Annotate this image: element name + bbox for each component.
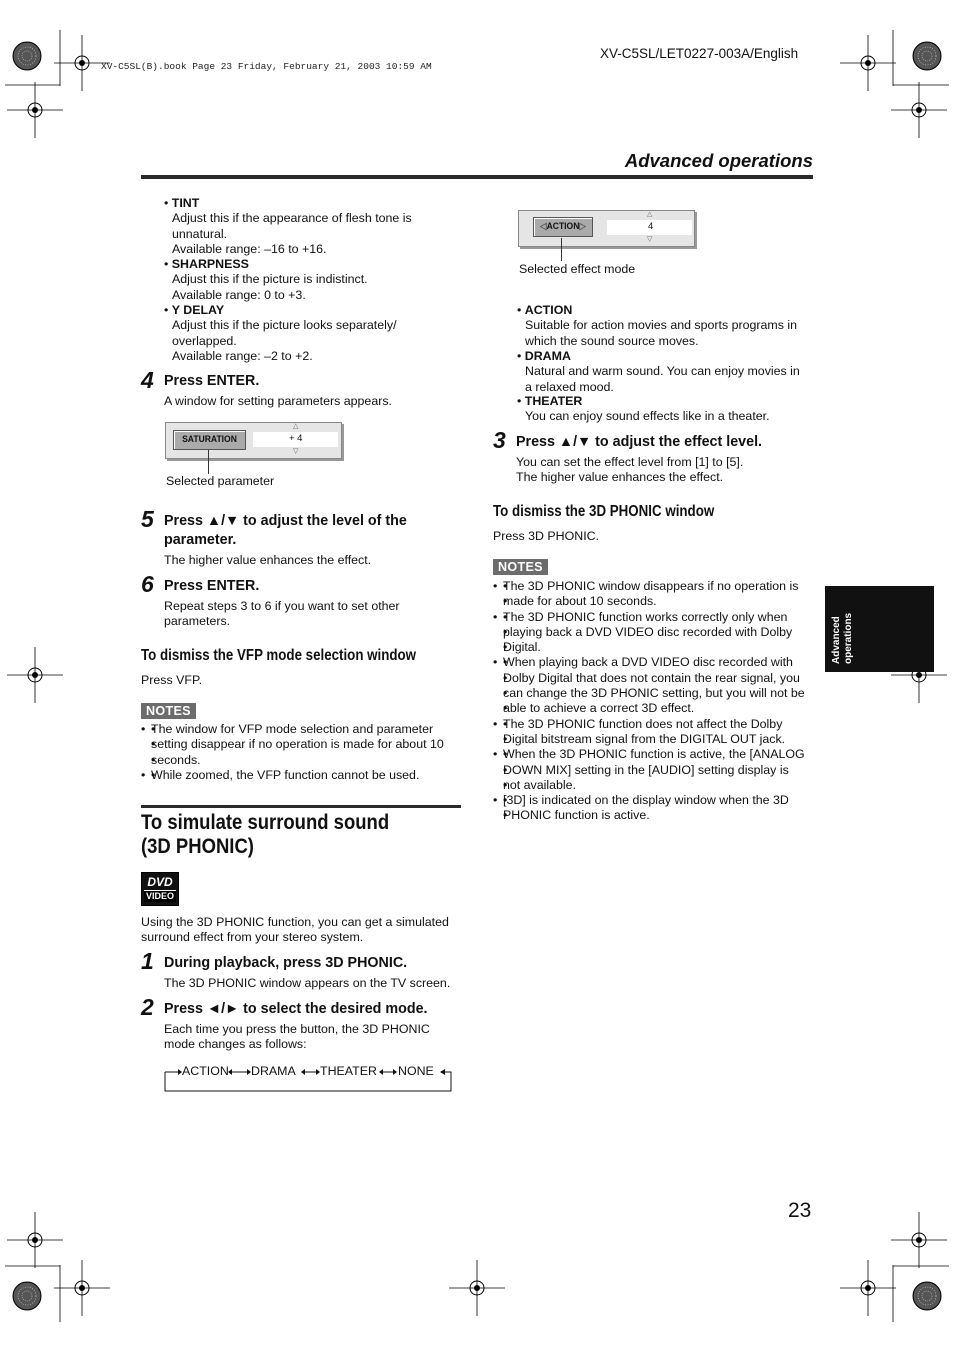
osd-saturation-label: SATURATION: [182, 434, 237, 445]
osd-saturation-value: + 4: [289, 433, 303, 444]
note-item: [493, 655, 818, 716]
note-item: [493, 610, 818, 656]
param-tint-range: Available range: –16 to +16.: [172, 241, 327, 256]
mode-action-name: ACTION: [524, 303, 573, 317]
param-sharpness-name: SHARPNESS: [171, 257, 249, 271]
section-title: Advanced operations: [624, 150, 813, 171]
vfp-dismiss-heading: To dismiss the VFP mode selection window: [141, 647, 417, 664]
page-number: 23: [788, 1199, 812, 1222]
step-4-title: Press ENTER.: [164, 373, 260, 389]
step-4-desc: A window for setting parameters appears.: [164, 394, 392, 408]
step-2-desc-line: mode changes as follows:: [164, 1037, 307, 1052]
note-line: • seconds.: [151, 753, 466, 768]
note-line: • able to achieve a correct 3D effect.: [503, 701, 818, 716]
note-line: • • [3D] is indicated on the display window when the 3D: [503, 793, 818, 808]
dvd-video-badge: [141, 872, 179, 906]
step-6-desc-line: parameters.: [164, 614, 231, 629]
cycle-drama: DRAMA: [251, 1064, 296, 1078]
note-line: • • When playing back a DVD VIDEO disc recorded with: [503, 655, 818, 670]
notes-list-right: [493, 579, 818, 824]
arrow-double-1-icon: [228, 1069, 251, 1075]
osd-effect-label: [537, 218, 589, 236]
step-6-title: Press ENTER.: [164, 578, 260, 594]
note-line: • • While zoomed, the VFP function cannot be used.: [151, 768, 466, 783]
osd-saturation-caption: Selected parameter: [166, 474, 275, 488]
note-line: • • The 3D PHONIC function does not affect the Dolby: [503, 717, 818, 732]
param-tint-name: TINT: [171, 196, 200, 210]
mode-drama-line: a relaxed mood.: [525, 379, 614, 394]
cycle-none: NONE: [398, 1064, 434, 1078]
note-item: [493, 793, 818, 824]
param-sharpness-line: Adjust this if the picture is indistinct.: [172, 272, 368, 287]
arrow-double-2-icon: [301, 1069, 320, 1075]
step-2-desc: [164, 1022, 430, 1053]
step-5-title-line: parameter.: [164, 532, 237, 548]
side-tab: [825, 586, 934, 672]
step-4-number: 4: [141, 367, 154, 393]
notes-list-left: [141, 722, 466, 783]
param-tint-line: Adjust this if the appearance of flesh tone is: [172, 211, 412, 226]
note-line: • Dolby Digital that does not contain the rear signal, you: [503, 671, 818, 686]
file-stamp: XV-C5SL(B).book Page 23 Friday, February 21, 2003 10:59 AM: [101, 61, 432, 72]
step-2-title: Press ◄/► to select the desired mode.: [164, 1001, 428, 1017]
note-line: • • The 3D PHONIC window disappears if no operation is: [503, 579, 818, 594]
intro-line: Using the 3D PHONIC function, you can get a simulated: [141, 915, 449, 929]
mode-drama-line: Natural and warm sound. You can enjoy movies in: [525, 364, 800, 379]
param-tint: • TINT Adjust this if the appearance of flesh tone is unnatural. Available range: –16 to +16.: [164, 196, 412, 256]
param-y-delay-name: Y DELAY: [171, 303, 225, 317]
note-line: • Digital.: [503, 640, 818, 655]
note-line: • • The window for VFP mode selection and parameter: [151, 722, 466, 737]
osd-effect-caption: Selected effect mode: [519, 262, 636, 276]
mode-action-line: which the sound source moves.: [525, 333, 699, 348]
notes-label-right: NOTES: [493, 559, 548, 575]
down-arrow-icon: ▽: [647, 236, 653, 243]
surround-section-rule: [141, 805, 461, 808]
header-rule: [141, 175, 813, 179]
mode-theater-line: You can enjoy sound effects like in a theater.: [525, 409, 770, 424]
osd-effect-leader: [561, 238, 562, 261]
arrow-double-3-icon: [379, 1069, 397, 1075]
step-5-number: 5: [141, 506, 154, 532]
param-tint-line: unnatural.: [172, 226, 228, 241]
step-3-number: 3: [493, 427, 506, 453]
surround-title-line1: To simulate surround sound: [141, 811, 390, 834]
note-line: • can change the 3D PHONIC setting, but you will not be: [503, 686, 818, 701]
note-item: [141, 768, 466, 783]
surround-intro: [141, 915, 449, 946]
side-tab-line1: Advanced: [831, 616, 842, 664]
mode-theater-name: THEATER: [524, 394, 583, 408]
intro-line: surround effect from your stereo system.: [141, 930, 364, 945]
surround-section-title: [141, 811, 389, 859]
notes-label-left: NOTES: [141, 703, 196, 719]
step-3-desc-line: The higher value enhances the effect.: [516, 470, 724, 485]
param-y-delay-line: overlapped.: [172, 333, 237, 348]
phonic-dismiss-heading: To dismiss the 3D PHONIC window: [493, 503, 715, 520]
param-y-delay-range: Available range: –2 to +2.: [172, 348, 313, 363]
mode-action: • ACTION Suitable for action movies and sports programs in which the sound source moves.: [517, 303, 798, 348]
note-line: • Digital bitstream signal from the DIGITAL OUT jack.: [503, 732, 818, 747]
param-sharpness-range: Available range: 0 to +3.: [172, 287, 306, 302]
mode-drama: • DRAMA Natural and warm sound. You can enjoy movies in a relaxed mood.: [517, 349, 800, 394]
vfp-dismiss-text: Press VFP.: [141, 673, 203, 687]
note-line: • setting disappear if no operation is made for about 10: [151, 737, 466, 752]
step-5-title: [164, 512, 407, 550]
document-code: XV-C5SL/LET0227-003A/English: [600, 46, 799, 61]
note-line: • DOWN MIX] setting in the [AUDIO] setting display is: [503, 763, 818, 778]
step-5-desc: The higher value enhances the effect.: [164, 553, 372, 567]
step-6-desc-line: Repeat steps 3 to 6 if you want to set other: [164, 599, 400, 613]
param-sharpness: • SHARPNESS Adjust this if the picture is indistinct. Available range: 0 to +3.: [164, 257, 368, 302]
mode-theater: • THEATER You can enjoy sound effects like in a theater.: [517, 394, 770, 424]
osd-effect-mode: ACTION: [546, 221, 580, 232]
step-5-title-line: Press ▲/▼ to adjust the level of the: [164, 513, 407, 529]
note-line: • made for about 10 seconds.: [503, 594, 818, 609]
step-2-desc-line: Each time you press the button, the 3D PHONIC: [164, 1022, 430, 1036]
up-arrow-icon: △: [293, 423, 299, 430]
note-item: [493, 717, 818, 748]
param-y-delay-line: Adjust this if the picture looks separately/: [172, 318, 397, 333]
mode-action-line: Suitable for action movies and sports programs in: [525, 318, 798, 333]
step-3-desc-line: You can set the effect level from [1] to [5].: [516, 455, 744, 469]
step-1-title: During playback, press 3D PHONIC.: [164, 955, 408, 971]
step-3-title: Press ▲/▼ to adjust the effect level.: [516, 434, 763, 450]
osd-effect-window: [518, 210, 695, 247]
up-arrow-icon: △: [647, 211, 653, 218]
step-3-desc: [516, 455, 743, 486]
note-line: • • When the 3D PHONIC function is active, the [ANALOG: [503, 747, 818, 762]
cycle-theater: THEATER: [320, 1064, 377, 1078]
note-item: [493, 579, 818, 610]
step-1-number: 1: [141, 948, 154, 974]
phonic-dismiss-text: Press 3D PHONIC.: [493, 529, 600, 543]
step-1-desc: The 3D PHONIC window appears on the TV screen.: [164, 976, 451, 990]
left-arrow-icon: ◁: [540, 221, 547, 232]
note-line: • • The 3D PHONIC function works correctly only when: [503, 610, 818, 625]
note-item: [141, 722, 466, 768]
param-y-delay: • Y DELAY Adjust this if the picture looks separately/ overlapped. Available range: –2 to +2.: [164, 303, 397, 363]
note-line: • PHONIC function is active.: [503, 808, 818, 823]
cycle-action: ACTION: [182, 1064, 229, 1078]
down-arrow-icon: ▽: [293, 448, 299, 455]
note-item: [493, 747, 818, 793]
right-arrow-icon: ▷: [579, 221, 586, 232]
step-6-number: 6: [141, 571, 154, 597]
surround-title-line2: (3D PHONIC): [141, 835, 254, 858]
step-6-desc: [164, 599, 400, 630]
note-line: • not available.: [503, 778, 818, 793]
side-tab-line2: operations: [843, 612, 854, 664]
dvd-badge-top: DVD: [147, 875, 173, 889]
step-2-number: 2: [141, 994, 154, 1020]
osd-saturation-leader: [208, 450, 209, 474]
dvd-badge-bottom: VIDEO: [145, 891, 174, 901]
note-line: • playing back a DVD VIDEO disc recorded with Dolby: [503, 625, 818, 640]
mode-drama-name: DRAMA: [524, 349, 571, 363]
osd-effect-value: 4: [648, 221, 654, 232]
osd-saturation-window: [165, 422, 342, 459]
